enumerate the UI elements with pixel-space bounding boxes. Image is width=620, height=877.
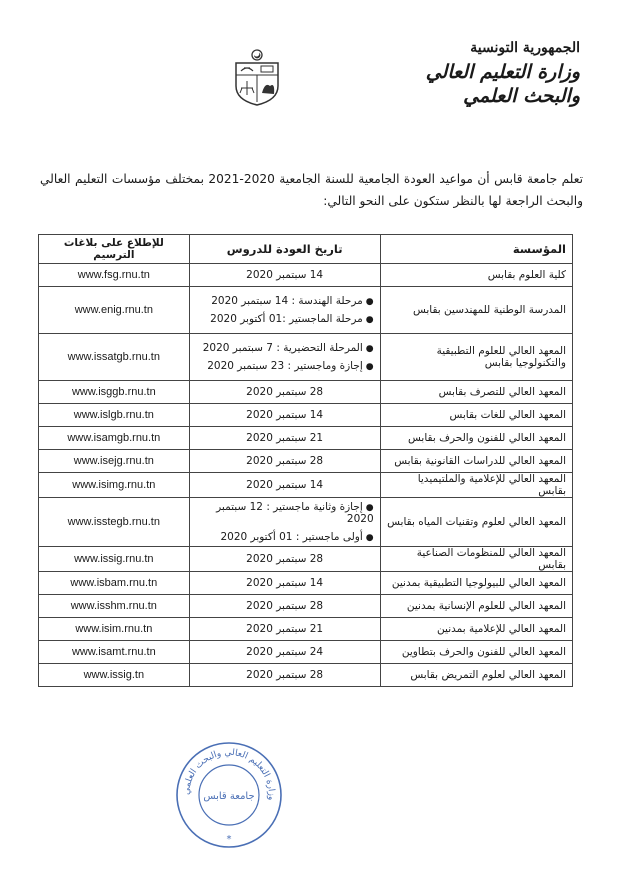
return-date-cell	[189, 287, 380, 334]
website-link[interactable]: www.isshm.rnu.tn	[39, 595, 190, 618]
table-row	[39, 664, 573, 687]
table-row	[39, 595, 573, 618]
return-date-item: ●المرحلة التحضيرية : 7 سبتمبر 2020	[202, 342, 374, 354]
bullet-icon: ●	[365, 315, 374, 325]
table-row	[39, 547, 573, 572]
institution-name: المعهد العالي للعلوم التطبيقية والتكنولوجيا بقابس	[380, 334, 572, 381]
ministry-title-line2: والبحث العلمي	[463, 85, 580, 107]
website-link[interactable]: www.isggb.rnu.tn	[39, 381, 190, 404]
bullet-icon: ●	[365, 362, 374, 372]
announcement-text: تعلم جامعة قابس أن مواعيد العودة الجامعية للسنة الجامعية 2020-2021 بمختلف مؤسسات التعليم العالي والبحث الراجعة لها بالنظر ستكون على النحو التالي:	[40, 172, 583, 208]
return-date: 14 سبتمبر 2020	[189, 473, 380, 498]
table-row	[39, 334, 573, 381]
return-date-cell	[189, 334, 380, 381]
institution-name: المعهد العالي للفنون والحرف بتطاوين	[380, 641, 572, 664]
return-date: 28 سبتمبر 2020	[189, 595, 380, 618]
institution-name: المعهد العالي للإعلامية والملتيميديا بقابس	[380, 473, 572, 498]
return-date: 28 سبتمبر 2020	[189, 547, 380, 572]
table-row	[39, 450, 573, 473]
website-link[interactable]: www.fsg.rnu.tn	[39, 264, 190, 287]
return-date: 14 سبتمبر 2020	[189, 404, 380, 427]
return-date-item: ●إجازة وثانية ماجستير : 12 سبتمبر 2020	[216, 501, 374, 525]
table-row	[39, 404, 573, 427]
return-date: 28 سبتمبر 2020	[189, 381, 380, 404]
letterhead	[380, 40, 580, 108]
return-date-item: ●مرحلة الهندسة : 14 سبتمبر 2020	[211, 295, 374, 307]
return-date-cell	[189, 498, 380, 547]
website-link[interactable]: www.issig.tn	[39, 664, 190, 687]
return-date: 28 سبتمبر 2020	[189, 450, 380, 473]
return-date: 28 سبتمبر 2020	[189, 664, 380, 687]
table-row	[39, 572, 573, 595]
return-date: 14 سبتمبر 2020	[189, 264, 380, 287]
website-link[interactable]: www.isstegb.rnu.tn	[39, 498, 190, 547]
institution-name: المعهد العالي للعلوم الإنسانية بمدنين	[380, 595, 572, 618]
website-link[interactable]: www.isamt.rnu.tn	[39, 641, 190, 664]
seal-ring-text: وزارة التعليم العالي والبحث العلمي	[181, 747, 277, 801]
institution-name: كلية العلوم بقابس	[380, 264, 572, 287]
institution-name: المعهد العالي للفنون والحرف بقابس	[380, 427, 572, 450]
header-website: للإطلاع على بلاغات الترسيم	[39, 235, 190, 264]
institution-name: المعهد العالي للمنظومات الصناعية بقابس	[380, 547, 572, 572]
return-date: 24 سبتمبر 2020	[189, 641, 380, 664]
header-return-date: تاريخ العودة للدروس	[189, 235, 380, 264]
bullet-icon: ●	[365, 503, 374, 513]
return-date-item: ●إجازة وماجستير : 23 سبتمبر 2020	[207, 360, 374, 372]
bullet-icon: ●	[365, 297, 374, 307]
header-institution: المؤسسة	[380, 235, 572, 264]
institution-name: المعهد العالي للغات بقابس	[380, 404, 572, 427]
bullet-icon: ●	[365, 344, 374, 354]
website-link[interactable]: www.isimg.rnu.tn	[39, 473, 190, 498]
institution-name: المدرسة الوطنية للمهندسين بقابس	[380, 287, 572, 334]
table-row	[39, 618, 573, 641]
star-icon: *	[226, 834, 232, 845]
return-date-item: ●مرحلة الماجستير :01 أكتوبر 2020	[210, 313, 374, 325]
return-date: 21 سبتمبر 2020	[189, 618, 380, 641]
website-link[interactable]: www.enig.rnu.tn	[39, 287, 190, 334]
return-date: 14 سبتمبر 2020	[189, 572, 380, 595]
return-dates-table	[38, 234, 573, 687]
website-link[interactable]: www.islgb.rnu.tn	[39, 404, 190, 427]
table-row	[39, 264, 573, 287]
website-link[interactable]: www.isim.rnu.tn	[39, 618, 190, 641]
tunisia-emblem-icon	[232, 48, 282, 108]
republic-title: الجمهورية التونسية	[470, 40, 580, 56]
table-row	[39, 498, 573, 547]
university-seal-stamp	[174, 740, 284, 850]
table-row	[39, 287, 573, 334]
website-link[interactable]: www.isbam.rnu.tn	[39, 572, 190, 595]
table-row	[39, 427, 573, 450]
ministry-title-line1: وزارة التعليم العالي	[425, 61, 580, 83]
institution-name: المعهد العالي لعلوم وتقنيات المياه بقابس	[380, 498, 572, 547]
institution-name: المعهد العالي لعلوم التمريض بقابس	[380, 664, 572, 687]
table-header-row	[39, 235, 573, 264]
institution-name: المعهد العالي للبيولوجيا التطبيقية بمدنين	[380, 572, 572, 595]
institution-name: المعهد العالي للتصرف بقابس	[380, 381, 572, 404]
institution-name: المعهد العالي للإعلامية بمدنين	[380, 618, 572, 641]
return-date: 21 سبتمبر 2020	[189, 427, 380, 450]
table-row	[39, 641, 573, 664]
website-link[interactable]: www.isejg.rnu.tn	[39, 450, 190, 473]
table-row	[39, 473, 573, 498]
seal-center-text: جامعة قابس	[203, 791, 255, 802]
return-date-item: ●أولى ماجستير : 01 أكتوبر 2020	[220, 531, 374, 543]
bullet-icon: ●	[365, 533, 374, 543]
website-link[interactable]: www.isamgb.rnu.tn	[39, 427, 190, 450]
website-link[interactable]: www.issatgb.rnu.tn	[39, 334, 190, 381]
table-row	[39, 381, 573, 404]
institution-name: المعهد العالي للدراسات القانونية بقابس	[380, 450, 572, 473]
website-link[interactable]: www.issig.rnu.tn	[39, 547, 190, 572]
